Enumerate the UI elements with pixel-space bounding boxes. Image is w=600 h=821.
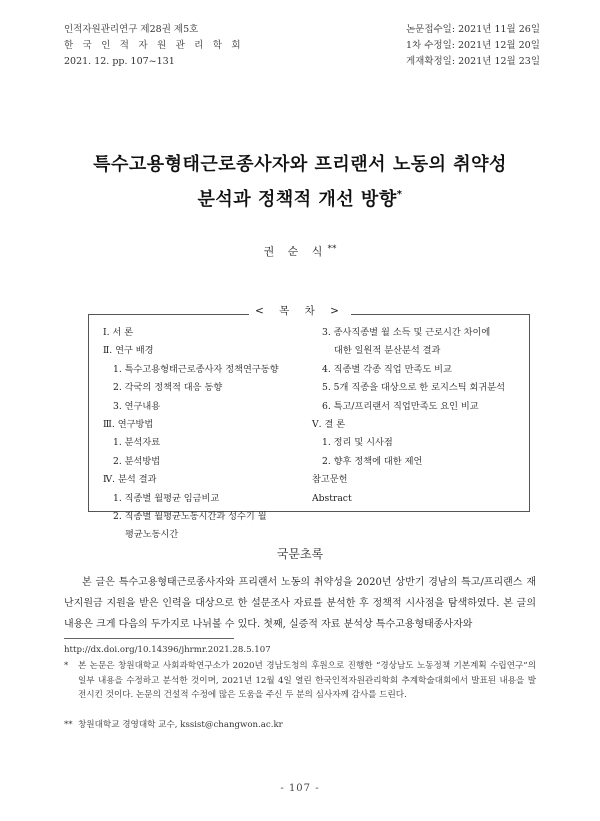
toc-item: 참고문헌 bbox=[312, 474, 348, 486]
journal-header-left bbox=[64, 22, 244, 70]
footnote-1-mark: * bbox=[64, 661, 69, 671]
toc-heading bbox=[0, 303, 600, 318]
toc-item: 2. 향후 정책에 대한 제언 bbox=[322, 455, 423, 467]
abstract-body: 본 글은 특수고용형태근로종사자와 프리랜서 노동의 취약성을 2020년 상반기 경남의 특고/프리랜스 재난지원금 지원을 받은 인력을 대상으로 한 설문조사 자료를 분석한 후 정책적 시사점을 탐색하였다. 본 글의 내용은 크게 다음의 두가지로 나뉘볼 수 있다. 첫째, 실증적 자료 분석상 특수고용형태종사자와 bbox=[64, 577, 536, 630]
toc-item: 대한 일원적 분산분석 결과 bbox=[334, 345, 441, 357]
title-line-2-text: 분석과 정책적 개선 방향 bbox=[197, 189, 397, 210]
society-name: 한 국 인 적 자 원 관 리 학 회 bbox=[64, 40, 244, 51]
received-date: 논문접수일: 2021년 11월 26일 bbox=[405, 24, 540, 35]
revised-date: 1차 수정일: 2021년 12월 20일 bbox=[405, 40, 540, 51]
toc-item: Ⅴ. 결 론 bbox=[312, 419, 346, 431]
toc-heading-text: < 목 차 > bbox=[249, 305, 351, 317]
title-line-1: 특수고용형태근로종사자와 프리랜서 노동의 취약성 bbox=[93, 154, 507, 175]
page-number: - 107 - bbox=[280, 783, 320, 794]
footnote-2-text: 창원대학교 경영대학 교수, kssist@changwon.ac.kr bbox=[78, 720, 283, 730]
abstract-heading: 국문초록 bbox=[276, 547, 324, 561]
author-name: 권 순 식 bbox=[263, 245, 328, 258]
toc-item: 1. 분석자료 bbox=[113, 437, 161, 449]
toc-item: 1. 직종별 월평균 임금비교 bbox=[113, 492, 220, 504]
author-footnote-mark: ** bbox=[327, 244, 337, 254]
footnote-2-mark: ** bbox=[64, 720, 73, 730]
toc-item: 5. 5개 직종을 대상으로 한 로지스틱 회귀분석 bbox=[322, 382, 506, 394]
toc-item: 1. 특수고용형태근로종사자 정책연구동향 bbox=[113, 363, 279, 375]
toc-item: 2. 각국의 정책적 대응 동향 bbox=[113, 382, 223, 394]
toc-item: 4. 직종별 각종 직업 만족도 비교 bbox=[322, 363, 452, 375]
author bbox=[0, 243, 600, 259]
toc-item: 6. 특고/프리랜서 직업만족도 요인 비교 bbox=[322, 400, 479, 412]
footnote-1 bbox=[64, 659, 536, 703]
journal-header-right bbox=[406, 22, 540, 70]
paper-title bbox=[0, 150, 600, 215]
title-footnote-mark: * bbox=[396, 189, 403, 200]
toc-item: 1. 정리 및 시사점 bbox=[322, 437, 393, 449]
toc-left-column bbox=[103, 324, 303, 545]
toc-right-column bbox=[312, 324, 526, 508]
toc-item: Ⅱ. 연구 배경 bbox=[103, 345, 154, 357]
footnote-2 bbox=[64, 718, 536, 733]
toc-item: Ⅰ. 서 론 bbox=[103, 327, 134, 338]
issue-pages: 2021. 12. pp. 107~131 bbox=[64, 56, 175, 67]
accepted-date: 게재확정일: 2021년 12월 23일 bbox=[405, 56, 540, 67]
toc-item: 3. 연구내용 bbox=[113, 400, 161, 412]
toc-item: Ⅲ. 연구방법 bbox=[103, 419, 154, 431]
doi-link[interactable]: http://dx.doi.org/10.14396/jhrmr.2021.28.5.107 bbox=[64, 645, 271, 655]
toc-item: 평균노동시간 bbox=[125, 529, 179, 541]
footnote-1-text: 본 논문은 창원대학교 사회과학연구소가 2020년 경남도청의 후원으로 진행한 “경상남도 노동정책 기본계획 수립연구”의 일부 내용을 수정하고 분석한 것이며, 2021년 12월 4일 열린 한국인적자원관리학회 추계학술대회에서 발표된 내용을 발전시킨 것이다. 논문의 건설적 수정에 많은 도움을 주신 두 분의 심사자께 감사를 드린다. bbox=[78, 661, 536, 701]
toc-item: Abstract bbox=[312, 492, 352, 504]
toc-item: Ⅳ. 분석 결과 bbox=[103, 474, 157, 486]
journal-volume: 인적자원관리연구 제28권 제5호 bbox=[64, 24, 199, 35]
toc-item: 3. 종사직종별 월 소득 및 근로시간 차이에 bbox=[322, 327, 491, 338]
title-line-2 bbox=[0, 180, 600, 215]
toc-item: 2. 분석방법 bbox=[113, 455, 161, 467]
footnote-rule bbox=[64, 638, 234, 639]
toc-item: 2. 직종별 월평균노동시간과 성수기 월 bbox=[113, 511, 267, 523]
